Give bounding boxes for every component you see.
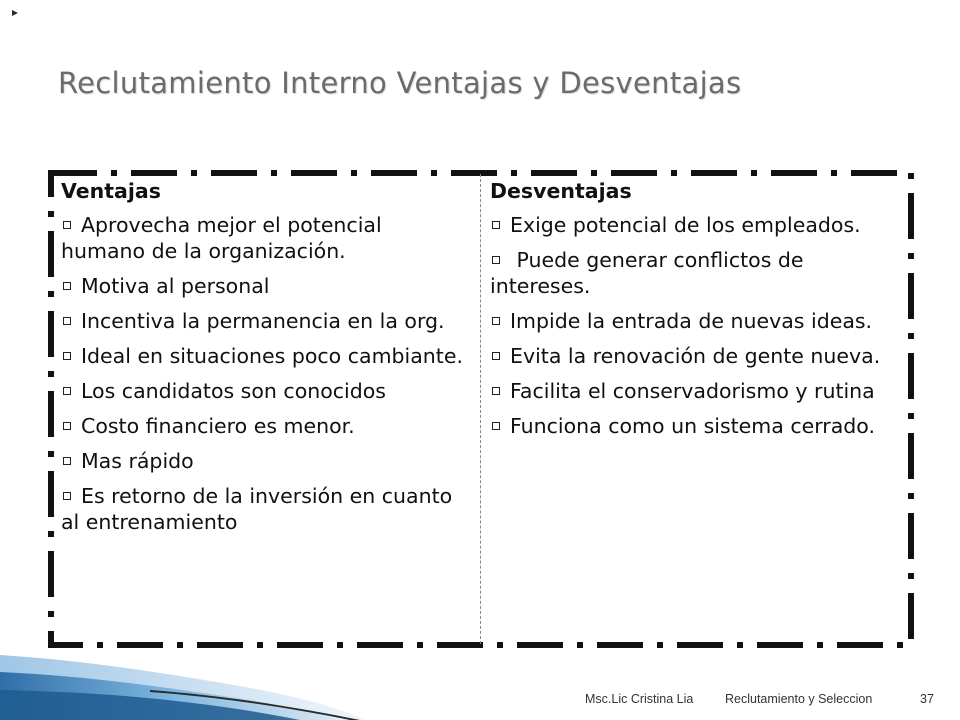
square-bullet-icon <box>492 221 500 229</box>
list-item: Es retorno de la inversión en cuanto al entrenamiento <box>61 484 453 534</box>
list-item: Puede generar conflictos de intereses. <box>490 248 804 298</box>
list-item: Impide la entrada de nuevas ideas. <box>490 308 895 334</box>
footer-topic: Reclutamiento y Seleccion <box>725 692 873 706</box>
content-frame <box>48 170 914 648</box>
slide-title: Reclutamiento Interno Ventajas y Desventajas <box>58 66 742 100</box>
square-bullet-icon <box>63 492 71 500</box>
list-item: Funciona como un sistema cerrado. <box>490 413 895 439</box>
list-item: Evita la renovación de gente nueva. <box>490 343 895 369</box>
desventajas-column <box>490 178 895 448</box>
square-bullet-icon <box>63 457 71 465</box>
square-bullet-icon <box>492 317 500 325</box>
list-item: Costo financiero es menor. <box>61 413 471 439</box>
square-bullet-icon <box>63 352 71 360</box>
footer-author: Msc.Lic Cristina Lia <box>585 692 694 706</box>
list-item: Facilita el conservadorismo y rutina <box>490 378 895 404</box>
page-number: 37 <box>920 692 934 706</box>
list-item: Los candidatos son conocidos <box>61 378 471 404</box>
square-bullet-icon <box>492 352 500 360</box>
list-item: Ideal en situaciones poco cambiante. <box>61 343 471 369</box>
square-bullet-icon <box>63 317 71 325</box>
list-item: Motiva al personal <box>61 273 471 299</box>
list-item: Exige potencial de los empleados. <box>490 212 895 238</box>
column-divider <box>480 174 481 644</box>
ventajas-heading: Ventajas <box>61 179 161 203</box>
square-bullet-icon <box>492 387 500 395</box>
square-bullet-icon <box>492 256 500 264</box>
square-bullet-icon <box>63 422 71 430</box>
list-item: Mas rápido <box>61 448 471 474</box>
ventajas-column <box>61 178 471 544</box>
square-bullet-icon <box>492 422 500 430</box>
list-item: Incentiva la permanencia en la org. <box>61 308 471 334</box>
desventajas-heading: Desventajas <box>490 179 632 203</box>
list-item: Aprovecha mejor el potencial humano de la organización. <box>61 213 382 263</box>
square-bullet-icon <box>63 282 71 290</box>
square-bullet-icon <box>63 221 71 229</box>
square-bullet-icon <box>63 387 71 395</box>
